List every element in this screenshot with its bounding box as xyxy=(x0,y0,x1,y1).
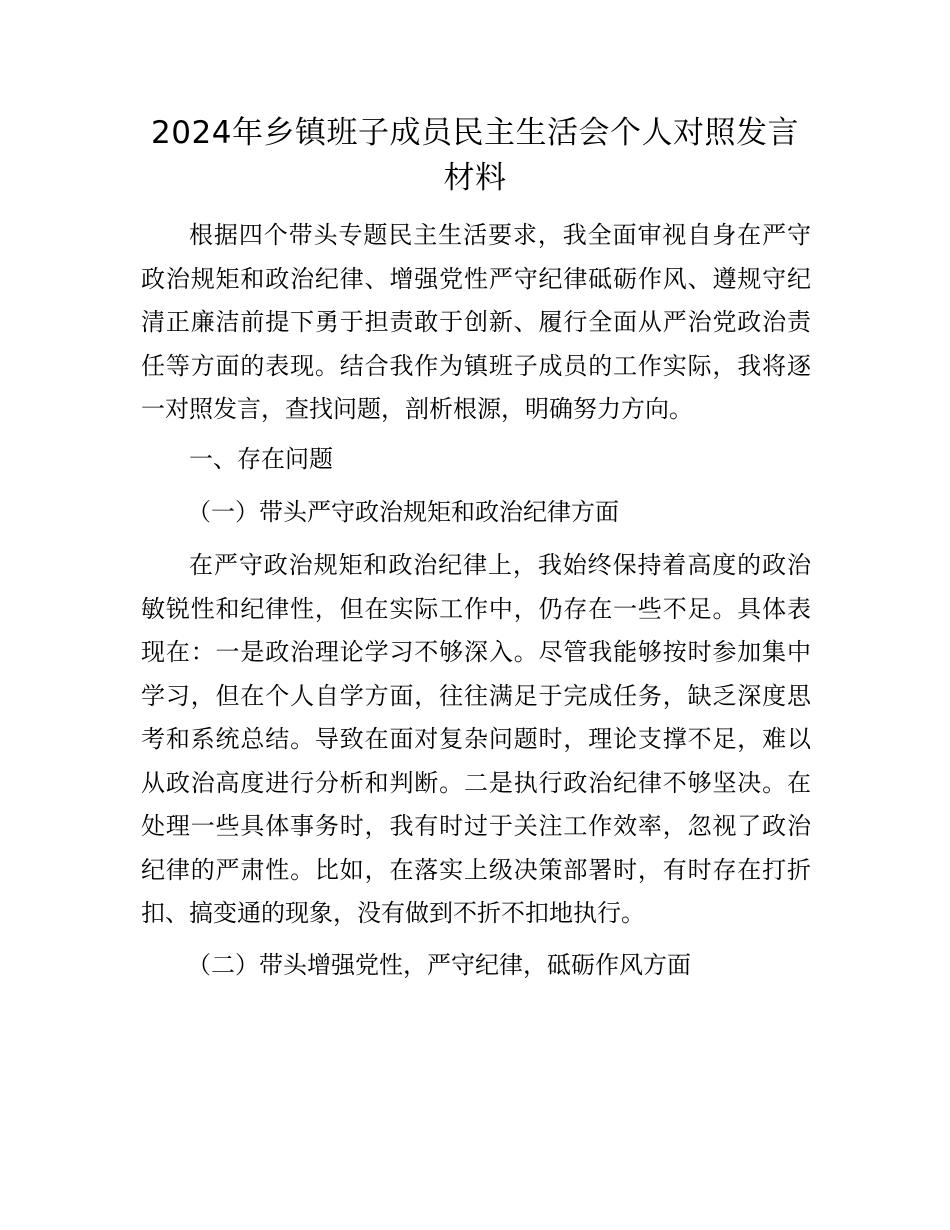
subsection-paragraph-political-discipline: 在严守政治规矩和政治纪律上，我始终保持着高度的政治敏锐性和纪律性，但在实际工作中，仍存在一些不足。具体表现在：一是政治理论学习不够深入。尽管我能够按时参加集中学习，但在个人自学方面，往往满足于完成任务，缺乏深度思考和系统总结。导致在面对复杂问题时，理论支撑不足，难以从政治高度进行分析和判断。二是执行政治纪律不够坚决。在处理一些具体事务时，我有时过于关注工作效率，忽视了政治纪律的严肃性。比如，在落实上级决策部署时，有时存在打折扣、搞变通的现象，没有做到不折不扣地执行。 xyxy=(141,551,811,927)
document-title: 2024年乡镇班子成员民主生活会个人对照发言材料 xyxy=(151,115,799,196)
subsection-heading-political-discipline: （一）带头严守政治规矩和政治纪律方面 xyxy=(187,498,619,526)
section-heading-problems: 一、存在问题 xyxy=(189,445,333,473)
subsection-heading-party-spirit: （二）带头增强党性，严守纪律，砥砺作风方面 xyxy=(187,951,691,979)
intro-paragraph: 根据四个带头专题民主生活要求，我全面审视自身在严守政治规矩和政治纪律、增强党性严守纪律砥砺作风、遵规守纪清正廉洁前提下勇于担责敢于创新、履行全面从严治党政治责任等方面的表现。结合我作为镇班子成员的工作实际，我将逐一对照发言，查找问题，剖析根源，明确努力方向。 xyxy=(141,221,811,423)
